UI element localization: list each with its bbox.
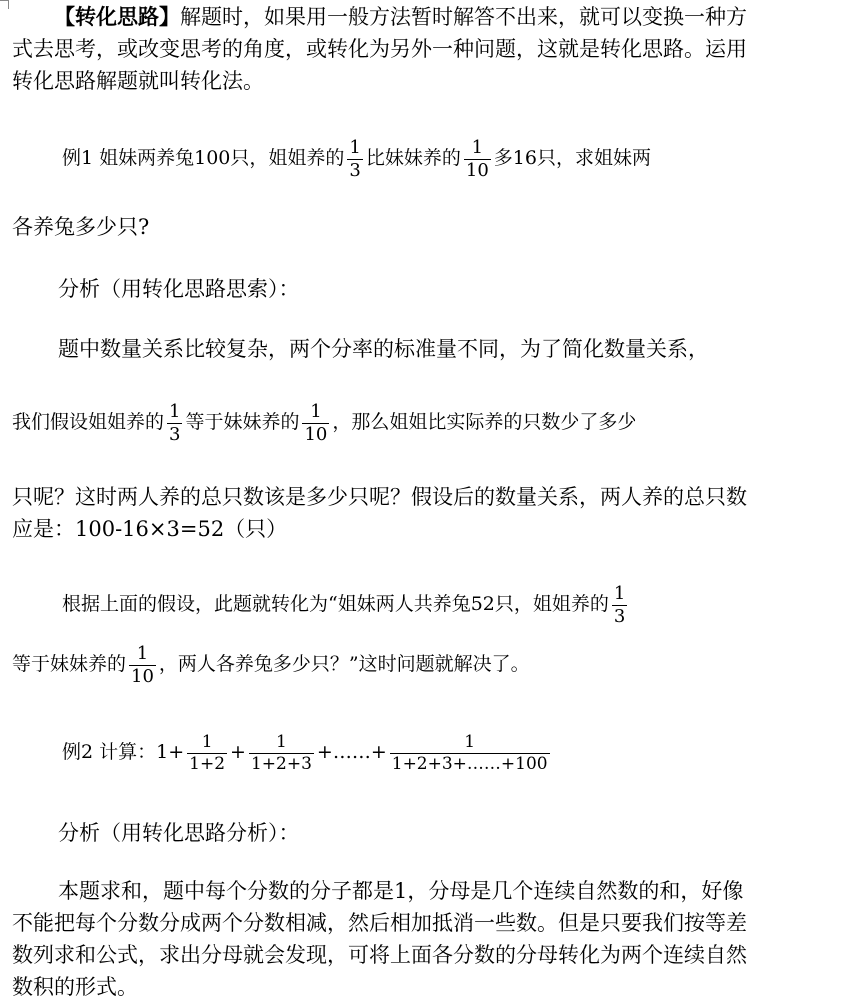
- example2-plus-2: +: [230, 741, 246, 763]
- fraction-denominator: 10: [465, 159, 489, 181]
- fraction-numerator: 1: [464, 731, 476, 752]
- example2-label: 例2 计算：: [62, 741, 157, 763]
- example1-line-2: 各养兔多少只?: [12, 215, 150, 239]
- fraction-numerator: 1: [136, 642, 149, 664]
- example2-ellipsis: +……+: [316, 741, 387, 763]
- analysis1-fraction-1: [167, 400, 182, 445]
- intro-line-2: 式去思考，或改变思考的角度，或转化为另外一种问题，这就是转化思路。运用: [12, 37, 747, 61]
- analysis1-text-5a: 根据上面的假设，此题就转化为“姐妹两人共养兔52只，姐姐养的: [62, 593, 609, 615]
- example1-fraction-2: [464, 136, 491, 181]
- analysis1-fraction-3: [612, 582, 627, 627]
- analysis1-line-1: 题中数量关系比较复杂，两个分率的标准量不同，为了简化数量关系，: [58, 337, 709, 361]
- intro-line-1: [54, 2, 747, 32]
- fraction-denominator: 10: [131, 665, 154, 687]
- analysis1-fraction-4: [129, 642, 156, 687]
- analysis1-line-2: [12, 400, 636, 444]
- analysis1-line-4: 应是：100-16×3=52（只）: [12, 517, 288, 541]
- example2-fraction-1: [187, 731, 227, 774]
- fraction-denominator: 1+2: [189, 753, 226, 774]
- analysis1-text-2b: 等于妹妹养的: [185, 411, 300, 433]
- analysis1-text-6b: ，两人各养兔多少只？”这时问题就解决了。: [158, 653, 530, 675]
- analysis1-text-6a: 等于妹妹养的: [12, 653, 127, 675]
- fraction-denominator: 1+2+3: [250, 753, 312, 774]
- analysis2-heading: 分析（用转化思路分析）：: [58, 821, 300, 845]
- analysis1-fraction-2: [302, 400, 329, 445]
- fraction-numerator: 1: [310, 400, 322, 422]
- analysis1-line-5: [62, 582, 630, 626]
- intro-text-1: 解题时，如果用一般方法暂时解答不出来，就可以变换一种方: [180, 5, 747, 29]
- example1-line-1: [62, 136, 651, 180]
- analysis1-line-6: [12, 642, 530, 686]
- example2-formula: [62, 728, 553, 776]
- fraction-numerator: 1: [169, 400, 181, 422]
- fraction-denominator: 3: [613, 605, 626, 627]
- intro-title: 【转化思路】: [54, 4, 180, 29]
- analysis1-heading: 分析（用转化思路思索）：: [58, 277, 300, 301]
- analysis1-line-3: 只呢？这时两人养的总只数该是多少只呢？假设后的数量关系，两人养的总只数: [12, 485, 747, 509]
- analysis1-text-2a: 我们假设姐姐养的: [12, 411, 165, 433]
- fraction-numerator: 1: [613, 582, 626, 604]
- example1-text-3: 多16只，求姐妹两: [493, 147, 651, 169]
- analysis2-line-3: 数列求和公式，求出分母就会发现，可将上面各分数的分母转化为两个连续自然: [12, 943, 747, 967]
- fraction-numerator: 1: [471, 136, 484, 158]
- fraction-denominator: 3: [349, 159, 361, 181]
- example1-fraction-1: [347, 136, 362, 181]
- fraction-denominator: 1+2+3+……+100: [391, 753, 548, 774]
- example1-text-2: 比妹妹养的: [365, 147, 461, 169]
- analysis1-text-2c: ，那么姐姐比实际养的只数少了多少: [332, 411, 637, 433]
- analysis2-line-2: 不能把每个分数分成两个分数相减，然后相加抵消一些数。但是只要我们按等差: [12, 911, 747, 935]
- example2-term-0: 1: [156, 741, 169, 763]
- page-corner-mark-vertical: [8, 0, 9, 9]
- fraction-denominator: 10: [304, 423, 328, 445]
- example2-fraction-3: [390, 731, 550, 774]
- fraction-numerator: 1: [201, 731, 213, 752]
- fraction-denominator: 3: [169, 423, 181, 445]
- analysis2-line-4: 数积的形式。: [12, 975, 138, 999]
- example2-fraction-2: [249, 731, 314, 774]
- analysis2-line-1: 本题求和，题中每个分数的分子都是1，分母是几个连续自然数的和，好像: [58, 879, 744, 903]
- example2-plus-1: +: [168, 741, 185, 763]
- fraction-numerator: 1: [276, 731, 287, 752]
- intro-line-3: 转化思路解题就叫转化法。: [12, 69, 264, 93]
- example1-text-1: 例1 姐妹两养兔100只，姐姐养的: [62, 147, 345, 169]
- fraction-numerator: 1: [349, 136, 361, 158]
